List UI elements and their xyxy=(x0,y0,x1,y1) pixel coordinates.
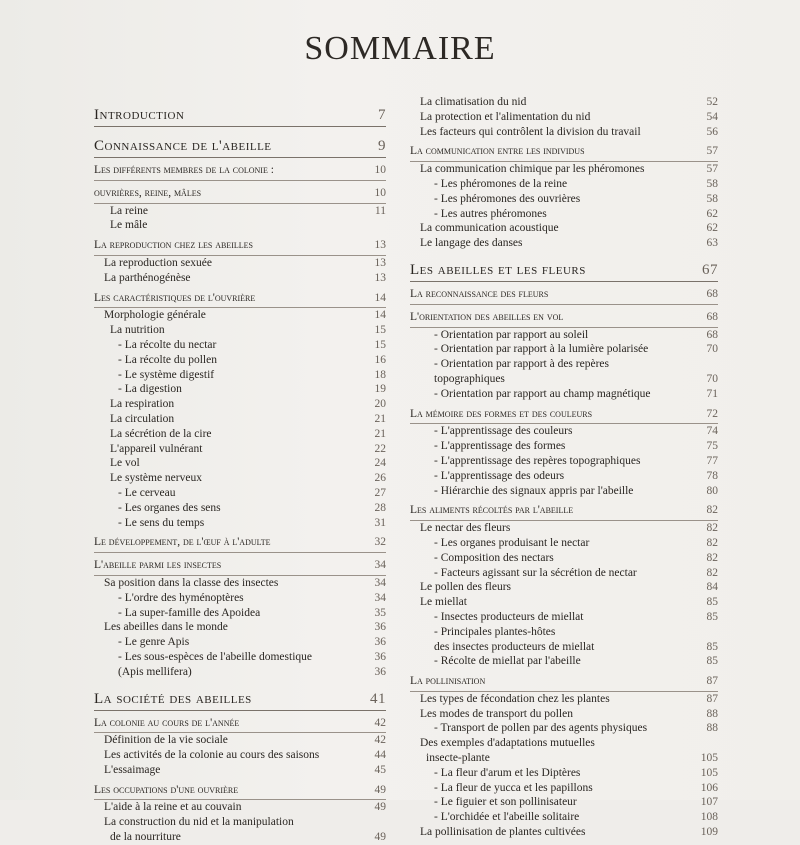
toc-entry xyxy=(410,329,718,343)
toc-entry-title: - Les sous-espèces de l'abeille domestique xyxy=(118,650,312,663)
toc-page-number: 88 xyxy=(706,707,718,720)
toc-entry xyxy=(410,425,718,439)
toc-page-number: 70 xyxy=(706,372,718,385)
toc-entry-title: La communication acoustique xyxy=(420,222,559,235)
toc-page-number: 20 xyxy=(374,398,386,411)
toc-entry xyxy=(94,457,386,471)
toc-entry xyxy=(94,472,386,486)
toc-entry-title: - Orientation par rapport à la lumière polarisée xyxy=(434,343,649,356)
toc-page-number: 68 xyxy=(706,310,718,323)
toc-page-number: 26 xyxy=(374,472,386,485)
toc-page-number: 34 xyxy=(374,559,386,572)
toc-entry-title: - Insectes producteurs de miellat xyxy=(434,610,584,623)
toc-chapter xyxy=(94,292,386,309)
toc-column-left xyxy=(94,106,386,845)
toc-entry-title: Les modes de transport du pollen xyxy=(420,707,573,720)
toc-page-number: 19 xyxy=(374,383,386,396)
toc-page-number: 80 xyxy=(706,484,718,497)
toc-entry-title: des insectes producteurs de miellat xyxy=(434,640,595,653)
toc-entry-title: Les différents membres de la colonie : xyxy=(94,164,274,176)
toc-page-number: 105 xyxy=(700,766,718,779)
toc-entry-title: - La super-famille des Apoidea xyxy=(118,606,261,619)
toc-entry xyxy=(94,666,386,680)
toc-chapter xyxy=(94,784,386,801)
toc-entry-title: La mémoire des formes et des couleurs xyxy=(410,407,593,420)
toc-page-number: 71 xyxy=(706,387,718,400)
toc-entry xyxy=(410,358,718,372)
toc-entry-title: La parthénogénèse xyxy=(104,271,191,284)
toc-entry-title: - La récolte du nectar xyxy=(118,338,217,351)
toc-page-number: 49 xyxy=(374,801,386,814)
toc-entry xyxy=(410,552,718,566)
toc-chapter xyxy=(94,559,386,576)
toc-entry xyxy=(410,767,718,781)
toc-entry-title: - Le système digestif xyxy=(118,368,215,381)
toc-section xyxy=(410,261,718,282)
toc-entry-title: - Le sens du temps xyxy=(118,516,205,529)
toc-entry xyxy=(410,737,718,751)
toc-page-number: 24 xyxy=(374,457,386,470)
toc-entry-title: - Le figuier et son pollinisateur xyxy=(434,796,577,809)
toc-entry xyxy=(410,641,718,655)
toc-entry xyxy=(94,577,386,591)
toc-entry xyxy=(410,163,718,177)
toc-entry-title: - L'apprentissage des couleurs xyxy=(434,425,573,438)
toc-entry xyxy=(94,398,386,412)
toc-entry xyxy=(94,272,386,286)
toc-entry xyxy=(410,796,718,810)
toc-entry xyxy=(94,324,386,338)
toc-page-number: 68 xyxy=(706,287,718,300)
toc-entry-title: Le langage des danses xyxy=(420,237,523,250)
toc-entry-title: L'appareil vulnérant xyxy=(110,442,203,455)
toc-entry-title: (Apis mellifera) xyxy=(118,665,192,678)
toc-entry-title: Connaissance de l'abeille xyxy=(94,138,272,154)
toc-entry xyxy=(410,782,718,796)
toc-entry xyxy=(94,354,386,368)
toc-entry xyxy=(94,428,386,442)
toc-page-number: 28 xyxy=(374,501,386,514)
toc-page-number: 56 xyxy=(706,125,718,138)
toc-entry-title: - Les autres phéromones xyxy=(434,207,547,220)
toc-chapter xyxy=(410,504,718,521)
toc-page-number: 85 xyxy=(706,596,718,609)
toc-page-number: 32 xyxy=(374,536,386,549)
toc-entry-title: La société des abeilles xyxy=(94,690,252,707)
toc-entry xyxy=(410,655,718,669)
toc-entry xyxy=(94,205,386,219)
toc-page-number: 54 xyxy=(706,110,718,123)
toc-entry xyxy=(94,369,386,383)
toc-page-number: 49 xyxy=(374,783,386,796)
toc-entry-title: - Hiérarchie des signaux appris par l'abeille xyxy=(434,484,634,497)
toc-page-number: 67 xyxy=(702,261,718,278)
toc-chapter xyxy=(94,239,386,256)
toc-entry xyxy=(410,222,718,236)
toc-chapter xyxy=(94,187,386,204)
toc-entry-title: Le vol xyxy=(110,457,140,470)
toc-entry-title: Les occupations d'une ouvrière xyxy=(94,783,239,796)
toc-page-number: 85 xyxy=(706,640,718,653)
toc-page-number: 62 xyxy=(706,222,718,235)
toc-page-number: 14 xyxy=(374,291,386,304)
toc-entry-title: - La fleur d'arum et les Diptères xyxy=(434,766,581,779)
toc-entry-title: - Orientation par rapport au soleil xyxy=(434,328,589,341)
toc-entry xyxy=(94,383,386,397)
toc-entry-title: Le pollen des fleurs xyxy=(420,581,512,594)
toc-page-number: 22 xyxy=(374,442,386,455)
toc-entry xyxy=(94,621,386,635)
toc-entry-title: La reproduction chez les abeilles xyxy=(94,239,253,252)
toc-page-number: 58 xyxy=(706,192,718,205)
toc-page-number: 16 xyxy=(374,353,386,366)
toc-entry xyxy=(94,443,386,457)
toc-entry xyxy=(410,581,718,595)
toc-entry-title: - L'apprentissage des repères topographiques xyxy=(434,454,641,467)
toc-entry xyxy=(94,592,386,606)
toc-chapter xyxy=(410,408,718,425)
toc-page-number: 41 xyxy=(370,690,386,707)
toc-page-number: 13 xyxy=(374,239,386,252)
toc-entry-title: Les caractéristiques de l'ouvrière xyxy=(94,291,256,304)
toc-entry xyxy=(94,257,386,271)
toc-entry-title: Le miellat xyxy=(420,596,467,609)
toc-page-number: 34 xyxy=(374,576,386,589)
toc-entry-title: - La récolte du pollen xyxy=(118,353,217,366)
toc-entry xyxy=(410,826,718,840)
toc-entry xyxy=(94,339,386,353)
toc-entry-title: - Orientation par rapport à des repères xyxy=(434,358,609,371)
toc-entry-title: La respiration xyxy=(110,398,175,411)
toc-entry xyxy=(94,517,386,531)
toc-entry-title: de la nourriture xyxy=(110,831,181,844)
toc-page-number: 36 xyxy=(374,636,386,649)
toc-page-number: 78 xyxy=(706,469,718,482)
toc-page-number: 74 xyxy=(706,425,718,438)
toc-entry xyxy=(410,611,718,625)
toc-entry-title: La pollinisation de plantes cultivées xyxy=(420,826,586,839)
toc-entry-title: - L'apprentissage des odeurs xyxy=(434,469,565,482)
toc-entry xyxy=(94,831,386,845)
toc-entry-title: ouvrières, reine, mâles xyxy=(94,186,202,199)
toc-entry-title: La protection et l'alimentation du nid xyxy=(420,110,591,123)
toc-entry xyxy=(410,208,718,222)
toc-chapter xyxy=(94,536,386,553)
toc-entry xyxy=(410,752,718,766)
toc-entry-title: - Les phéromones des ouvrières xyxy=(434,192,581,205)
toc-page-number: 35 xyxy=(374,606,386,619)
toc-entry-title: La reine xyxy=(110,204,148,217)
toc-column-right xyxy=(410,96,718,840)
toc-entry-title: La circulation xyxy=(110,412,175,425)
toc-page-number: 87 xyxy=(706,675,718,688)
toc-page-number: 82 xyxy=(706,522,718,535)
toc-page-number: 75 xyxy=(706,440,718,453)
toc-entry xyxy=(410,470,718,484)
toc-entry-title: La communication chimique par les phéromones xyxy=(420,163,645,176)
toc-entry-title: Le système nerveux xyxy=(110,472,202,485)
toc-entry xyxy=(94,801,386,815)
toc-page-number: 106 xyxy=(700,781,718,794)
toc-entry xyxy=(94,413,386,427)
toc-entry-title: - Composition des nectars xyxy=(434,551,554,564)
toc-entry xyxy=(94,749,386,763)
toc-section xyxy=(94,106,386,127)
toc-entry-title: insecte-plante xyxy=(426,752,490,765)
toc-entry xyxy=(410,626,718,640)
toc-entry-title: Le mâle xyxy=(110,219,148,232)
toc-entry-title: - Principales plantes-hôtes xyxy=(434,625,556,638)
toc-entry xyxy=(94,764,386,778)
toc-entry xyxy=(410,522,718,536)
toc-page-number: 21 xyxy=(374,412,386,425)
toc-entry-title: Des exemples d'adaptations mutuelles xyxy=(420,737,595,750)
toc-entry-title: Les aliments récoltés par l'abeille xyxy=(410,504,574,517)
toc-entry xyxy=(410,111,718,125)
page-title: SOMMAIRE xyxy=(304,30,496,67)
toc-entry-title: Les types de fécondation chez les plantes xyxy=(420,692,610,705)
toc-section xyxy=(94,690,386,711)
toc-entry-title: - L'ordre des hyménoptères xyxy=(118,591,244,604)
toc-page-number: 63 xyxy=(706,237,718,250)
toc-page-number: 44 xyxy=(374,749,386,762)
toc-entry-title: Sa position dans la classe des insectes xyxy=(104,576,279,589)
toc-entry-title: La nutrition xyxy=(110,324,165,337)
toc-entry-title: - Le genre Apis xyxy=(118,636,190,649)
toc-entry-title: La pollinisation xyxy=(410,675,486,688)
toc-entry-title: L'essaimage xyxy=(104,763,161,776)
toc-page-number: 58 xyxy=(706,177,718,190)
toc-page-number: 36 xyxy=(374,665,386,678)
toc-page-number: 13 xyxy=(374,256,386,269)
toc-chapter xyxy=(94,164,386,181)
toc-entry-title: Les facteurs qui contrôlent la division du travail xyxy=(420,125,641,138)
toc-page-number: 36 xyxy=(374,650,386,663)
toc-entry-title: La colonie au cours de l'année xyxy=(94,716,240,729)
toc-entry-title: - Les organes des sens xyxy=(118,501,221,514)
toc-entry-title: Les abeilles dans le monde xyxy=(104,621,228,634)
toc-page-number: 45 xyxy=(374,763,386,776)
toc-entry-title: - L'orchidée et l'abeille solitaire xyxy=(434,811,580,824)
toc-entry xyxy=(410,455,718,469)
toc-entry xyxy=(410,126,718,140)
toc-page-number: 13 xyxy=(374,271,386,284)
toc-entry-title: - Orientation par rapport au champ magnétique xyxy=(434,387,651,400)
toc-entry xyxy=(410,722,718,736)
toc-page-number: 85 xyxy=(706,610,718,623)
toc-page-number: 87 xyxy=(706,692,718,705)
toc-page-number: 42 xyxy=(374,734,386,747)
toc-entry xyxy=(410,237,718,251)
toc-entry-title: Les activités de la colonie au cours des saisons xyxy=(104,749,320,762)
toc-entry xyxy=(410,373,718,387)
toc-page-number: 11 xyxy=(374,204,386,217)
toc-page-number: 88 xyxy=(706,722,718,735)
toc-entry-title: La sécrétion de la cire xyxy=(110,427,212,440)
toc-entry-title: L'aide à la reine et au couvain xyxy=(104,801,242,814)
toc-entry-title: - Les phéromones de la reine xyxy=(434,177,568,190)
toc-entry-title: - La fleur de yucca et les papillons xyxy=(434,781,593,794)
toc-page-number: 34 xyxy=(374,591,386,604)
toc-entry xyxy=(410,693,718,707)
toc-page-number: 68 xyxy=(706,328,718,341)
toc-entry xyxy=(94,734,386,748)
toc-page-number: 21 xyxy=(374,427,386,440)
toc-entry-title: - Transport de pollen par des agents physiques xyxy=(434,722,648,735)
toc-entry xyxy=(94,607,386,621)
toc-entry xyxy=(410,343,718,357)
toc-entry xyxy=(94,816,386,830)
toc-page-number: 52 xyxy=(706,96,718,108)
toc-entry xyxy=(410,596,718,610)
toc-page-number: 15 xyxy=(374,338,386,351)
toc-entry-title: Morphologie générale xyxy=(104,309,206,322)
toc-entry xyxy=(410,485,718,499)
toc-entry-title: La construction du nid et la manipulation xyxy=(104,816,294,829)
toc-entry xyxy=(94,219,386,233)
toc-entry-title: L'orientation des abeilles en vol xyxy=(410,310,564,323)
toc-entry xyxy=(94,651,386,665)
toc-page-number: 82 xyxy=(706,551,718,564)
toc-entry xyxy=(410,567,718,581)
toc-page-number: 15 xyxy=(374,324,386,337)
toc-page-number: 10 xyxy=(374,164,386,176)
toc-entry xyxy=(94,502,386,516)
toc-page-number: 36 xyxy=(374,621,386,634)
toc-entry xyxy=(94,636,386,650)
toc-page-number: 62 xyxy=(706,207,718,220)
toc-page-number: 7 xyxy=(378,107,386,123)
toc-page-number: 82 xyxy=(706,536,718,549)
toc-entry-title: La climatisation du nid xyxy=(420,96,527,108)
toc-page-number: 49 xyxy=(374,831,386,844)
toc-page-number: 70 xyxy=(706,343,718,356)
toc-entry xyxy=(410,96,718,110)
toc-chapter xyxy=(410,675,718,692)
toc-entry-title: topographiques xyxy=(434,372,505,385)
toc-page-number: 18 xyxy=(374,368,386,381)
toc-page-number: 27 xyxy=(374,486,386,499)
toc-page-number: 10 xyxy=(374,186,386,199)
toc-entry xyxy=(410,388,718,402)
toc-page-number: 9 xyxy=(378,138,386,154)
toc-page-number: 31 xyxy=(374,516,386,529)
toc-entry-title: La communication entre les individus xyxy=(410,145,585,158)
toc-entry-title: - Récolte de miellat par l'abeille xyxy=(434,655,581,668)
toc-entry xyxy=(410,811,718,825)
toc-entry-title: - L'apprentissage des formes xyxy=(434,440,566,453)
toc-entry-title: - Le cerveau xyxy=(118,486,176,499)
toc-entry-title: - La digestion xyxy=(118,383,182,396)
toc-entry xyxy=(410,537,718,551)
toc-page-number: 72 xyxy=(706,407,718,420)
toc-entry-title: Introduction xyxy=(94,107,185,123)
toc-page-number: 14 xyxy=(374,309,386,322)
toc-entry xyxy=(94,309,386,323)
toc-chapter xyxy=(410,311,718,328)
toc-page-number: 57 xyxy=(706,145,718,158)
toc-entry xyxy=(410,440,718,454)
toc-section xyxy=(94,137,386,158)
toc-entry-title: L'abeille parmi les insectes xyxy=(94,559,222,572)
toc-entry-title: Le développement, de l'œuf à l'adulte xyxy=(94,536,271,549)
toc-page-number: 84 xyxy=(706,581,718,594)
toc-chapter xyxy=(410,145,718,162)
toc-entry-title: Les abeilles et les fleurs xyxy=(410,261,586,278)
toc-page-number: 85 xyxy=(706,655,718,668)
toc-entry xyxy=(410,178,718,192)
toc-page-number: 42 xyxy=(374,716,386,729)
toc-chapter xyxy=(94,717,386,734)
toc-page-number: 108 xyxy=(700,811,718,824)
toc-entry-title: - Facteurs agissant sur la sécrétion de nectar xyxy=(434,566,637,579)
toc-page-number: 82 xyxy=(706,566,718,579)
toc-page-number: 77 xyxy=(706,454,718,467)
toc-page-number: 57 xyxy=(706,163,718,176)
toc-entry-title: - Les organes produisant le nectar xyxy=(434,536,590,549)
toc-entry-title: La reproduction sexuée xyxy=(104,256,212,269)
toc-entry xyxy=(410,708,718,722)
toc-chapter xyxy=(410,288,718,305)
toc-entry xyxy=(410,193,718,207)
toc-entry xyxy=(94,487,386,501)
toc-page-number: 107 xyxy=(700,796,718,809)
toc-entry-title: La reconnaissance des fleurs xyxy=(410,287,549,300)
toc-page-number: 82 xyxy=(706,504,718,517)
toc-entry-title: Définition de la vie sociale xyxy=(104,734,228,747)
toc-page-number: 105 xyxy=(700,752,718,765)
toc-entry-title: Le nectar des fleurs xyxy=(420,522,511,535)
toc-page-number: 109 xyxy=(700,826,718,839)
